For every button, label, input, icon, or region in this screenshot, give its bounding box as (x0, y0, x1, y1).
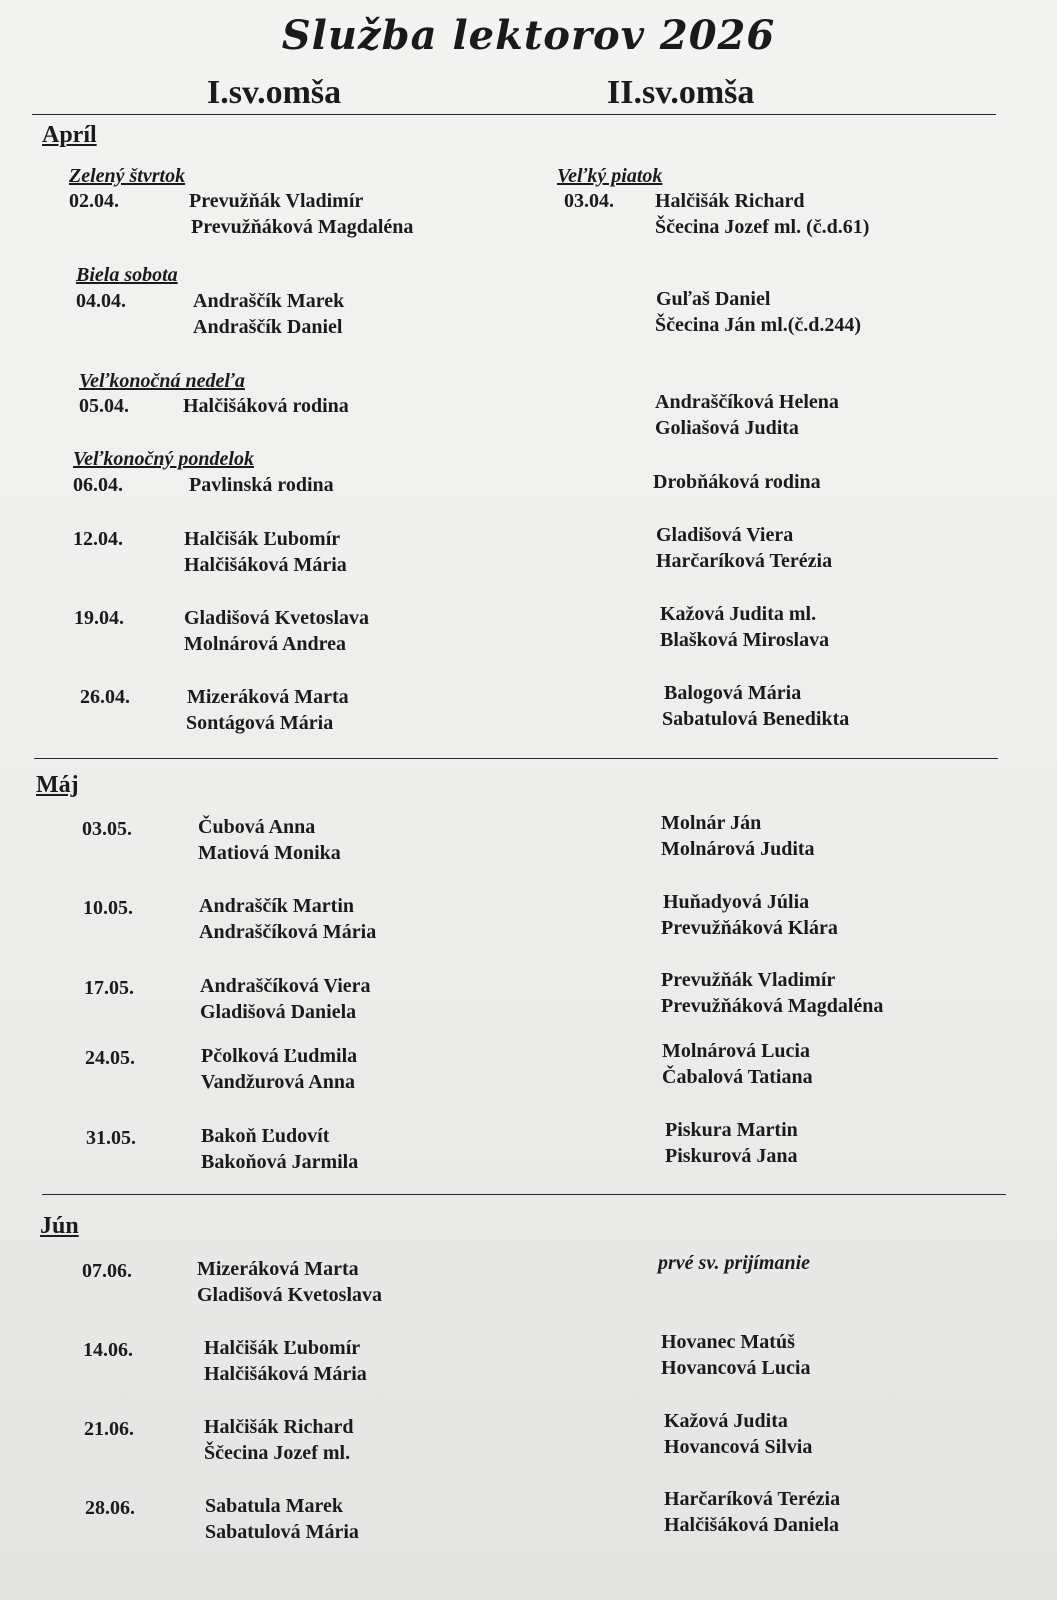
date-cell: 19.04. (74, 607, 124, 629)
occasion-velkonocna-nedela: Veľkonočná nedeľa (79, 370, 245, 392)
lector-name: Prevužňák Vladimír (189, 190, 364, 212)
date-cell: 04.04. (76, 290, 126, 312)
date-cell: 03.05. (82, 818, 132, 840)
lector-name: Mizeráková Marta (197, 1258, 359, 1280)
lector-name: Andraščík Daniel (193, 316, 343, 338)
date-cell: 06.04. (73, 474, 123, 496)
lector-name: Vandžurová Anna (201, 1071, 355, 1093)
date-cell: 26.04. (80, 686, 130, 708)
lector-name: Matiová Monika (198, 842, 341, 864)
lector-name: Mizeráková Marta (187, 686, 349, 708)
lector-name: Andraščík Martin (199, 895, 354, 917)
lector-name: Molnár Ján (661, 812, 762, 834)
date-cell: 21.06. (84, 1418, 134, 1440)
date-cell: 07.06. (82, 1260, 132, 1282)
lector-name: Ščecina Jozef ml. (č.d.61) (655, 216, 870, 238)
lector-name: Sontágová Mária (186, 712, 334, 734)
lector-name: Halčišáková rodina (183, 395, 349, 417)
lector-name: Ščecina Ján ml.(č.d.244) (655, 314, 862, 336)
date-cell: 10.05. (83, 897, 133, 919)
lector-name: Piskura Martin (665, 1119, 798, 1141)
column-header-first-mass: I.sv.omša (207, 74, 342, 111)
lector-name: Kažová Judita (664, 1410, 788, 1432)
lector-name: Andraščíková Helena (655, 391, 839, 413)
lector-name: Sabatula Marek (205, 1495, 343, 1517)
month-divider (34, 758, 998, 759)
lector-name: Guľaš Daniel (656, 288, 771, 310)
lector-name: Halčišák Richard (655, 190, 805, 212)
date-cell: 12.04. (73, 528, 123, 550)
lector-name: Prevužňáková Klára (661, 917, 838, 939)
lector-name: Prevužňáková Magdaléna (191, 216, 414, 238)
lector-name: Halčišáková Mária (204, 1363, 367, 1385)
lector-name: Goliašová Judita (655, 417, 799, 439)
lector-name: Blašková Miroslava (660, 629, 830, 651)
date-cell: 03.04. (564, 190, 614, 212)
lector-name: Halčišák Richard (204, 1416, 354, 1438)
lector-name: Gladišová Viera (656, 524, 794, 546)
lector-name: Halčišák Ľubomír (184, 528, 341, 550)
page-title: Služba lektorov 2026 (281, 12, 776, 59)
lector-name: Balogová Mária (664, 682, 802, 704)
lector-name: Hovancová Lucia (661, 1357, 811, 1379)
month-divider (42, 1194, 1006, 1195)
lector-name: Čabalová Tatiana (662, 1066, 813, 1088)
lector-name: Sabatulová Benedikta (662, 708, 850, 730)
lector-name: Hovancová Silvia (664, 1436, 813, 1458)
lector-name: Sabatulová Mária (205, 1521, 359, 1543)
lector-name: Gladišová Kvetoslava (197, 1284, 383, 1306)
lector-name: Čubová Anna (198, 816, 316, 838)
lector-name: Kažová Judita ml. (660, 603, 817, 625)
month-heading-jun: Jún (40, 1213, 79, 1239)
date-cell: 02.04. (69, 190, 119, 212)
occasion-zeleny-stvrtok: Zelený štvrtok (69, 165, 186, 187)
special-note: prvé sv. prijímanie (658, 1252, 811, 1274)
lector-name: Halčišáková Daniela (664, 1514, 840, 1536)
lector-name: Piskurová Jana (665, 1145, 798, 1167)
lector-name: Harčaríková Terézia (656, 550, 833, 572)
header-divider (32, 114, 996, 115)
lector-name: Bakoň Ľudovít (201, 1125, 330, 1147)
lector-name: Prevužňák Vladimír (661, 969, 836, 991)
lector-name: Harčaríková Terézia (664, 1488, 841, 1510)
date-cell: 17.05. (84, 977, 134, 999)
date-cell: 14.06. (83, 1339, 133, 1361)
lector-name: Andraščíková Mária (199, 921, 377, 943)
lector-name: Molnárová Lucia (662, 1040, 810, 1062)
lector-name: Gladišová Kvetoslava (184, 607, 370, 629)
lector-name: Andraščíková Viera (200, 975, 371, 997)
lector-name: Pčolková Ľudmila (201, 1045, 358, 1067)
column-header-second-mass: II.sv.omša (607, 74, 755, 111)
lector-name: Molnárová Judita (661, 838, 815, 860)
lector-name: Huňadyová Júlia (663, 891, 810, 913)
lector-name: Andraščík Marek (193, 290, 345, 312)
occasion-velkonocny-pondelok: Veľkonočný pondelok (73, 448, 254, 470)
date-cell: 31.05. (86, 1127, 136, 1149)
occasion-biela-sobota: Biela sobota (76, 264, 178, 286)
date-cell: 24.05. (85, 1047, 135, 1069)
lector-name: Halčišáková Mária (184, 554, 347, 576)
date-cell: 05.04. (79, 395, 129, 417)
lector-name: Prevužňáková Magdaléna (661, 995, 884, 1017)
date-cell: 28.06. (85, 1497, 135, 1519)
month-heading-april: Apríl (42, 122, 97, 148)
lector-name: Molnárová Andrea (184, 633, 347, 655)
lector-name: Bakoňová Jarmila (201, 1151, 359, 1173)
lector-name: Hovanec Matúš (661, 1331, 795, 1353)
lector-name: Gladišová Daniela (200, 1001, 357, 1023)
lector-name: Pavlinská rodina (189, 474, 334, 496)
lector-name: Drobňáková rodina (653, 471, 821, 493)
lector-name: Halčišák Ľubomír (204, 1337, 361, 1359)
occasion-velky-piatok: Veľký piatok (557, 165, 663, 187)
month-heading-maj: Máj (36, 772, 79, 798)
lector-name: Ščecina Jozef ml. (204, 1442, 351, 1464)
